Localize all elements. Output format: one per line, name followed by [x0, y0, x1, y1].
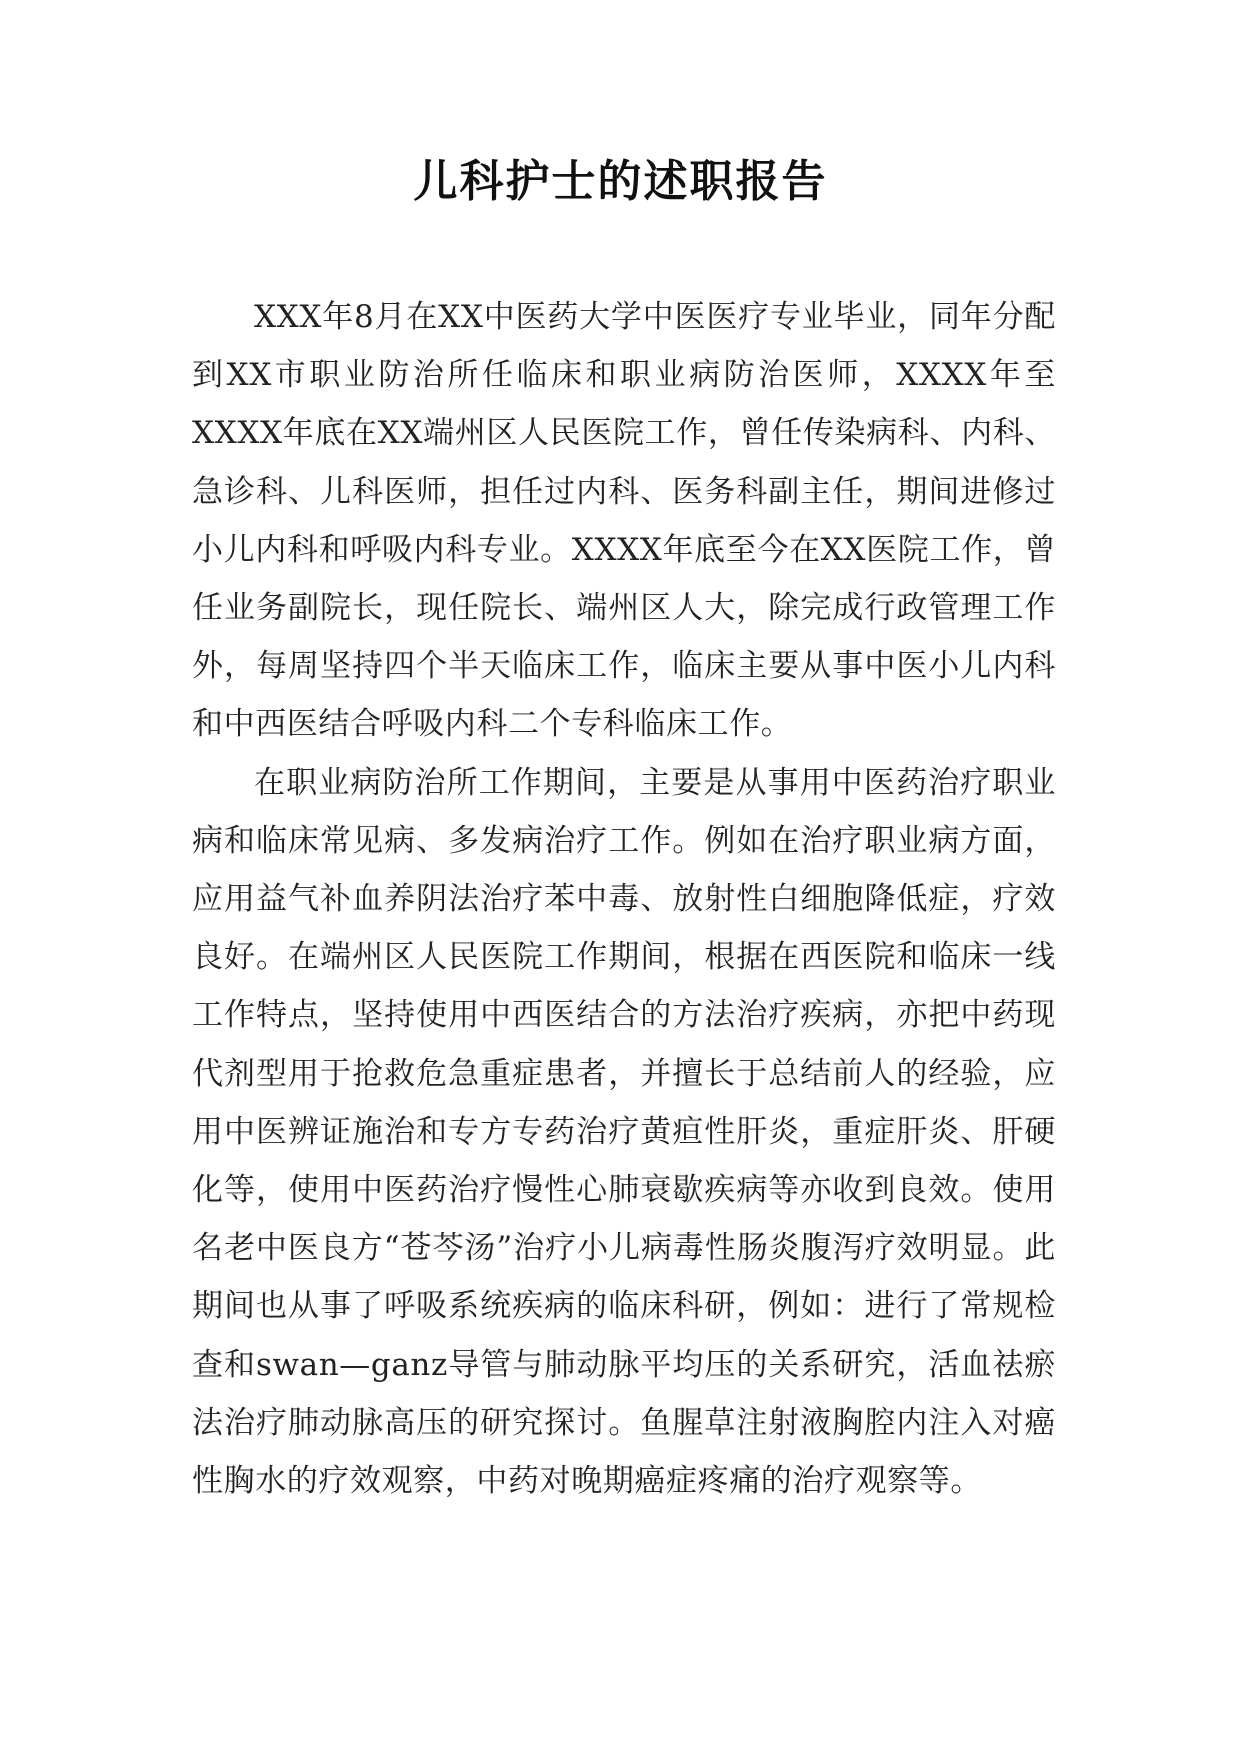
document-title: 儿科护士的述职报告: [413, 156, 828, 207]
paragraph-2: 在职业病防治所工作期间，主要是从事用中医药治疗职业病和临床常见病、多发病治疗工作。例如在治疗职业病方面，应用益气补血养阴法治疗苯中毒、放射性白细胞降低症，疗效良好。在端州区人民医院工作期间，根据在西医院和临床一线工作特点，坚持使用中西医结合的方法治疗疾病，亦把中药现代剂型用于抢救危急重症患者，并擅长于总结前人的经验，应用中医辨证施治和专方专药治疗黄疸性肝炎，重症肝炎、肝硬化等，使用中医药治疗慢性心肺衰歇疾病等亦收到良效。使用名老中医良方“苍芩汤”治疗小儿病毒性肠炎腹泻疗效明显。此期间也从事了呼吸系统疾病的临床科研，例如：进行了常规检查和swan—ganz导管与肺动脉平均压的关系研究，活血祛瘀法治疗肺动脉高压的研究探讨。鱼腥草注射液胸腔内注入对癌性胸水的疗效观察，中药对晚期癌症疼痛的治疗观察等。: [192, 764, 1056, 1500]
paragraph-1: XXX年8月在XX中医药大学中医医疗专业毕业，同年分配到XX市职业防治所任临床和职业病防治医师，XXXX年至XXXX年底在XX端州区人民医院工作，曾任传染病科、内科、急诊科、儿科医师，担任过内科、医务科副主任，期间进修过小儿内科和呼吸内科专业。XXXX年底至今在XX医院工作，曾任业务副院长，现任院长、端州区人大，除完成行政管理工作外，每周坚持四个半天临床工作，临床主要从事中医小儿内科和中西医结合呼吸内科二个专科临床工作。: [192, 299, 1056, 743]
document-body: [192, 288, 1056, 1510]
